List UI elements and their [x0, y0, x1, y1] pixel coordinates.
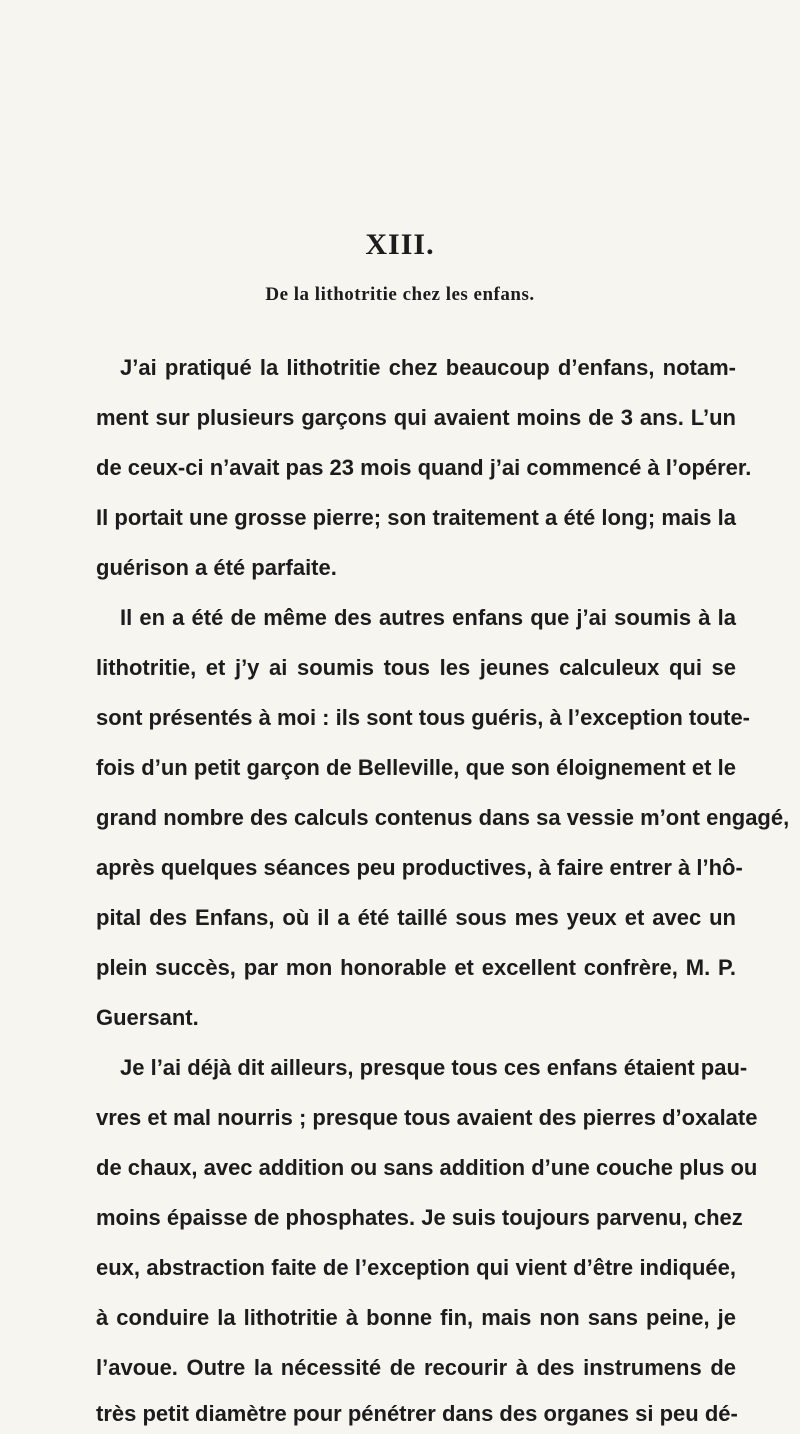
text-line: vres et mal nourris ; presque tous avaient des pierres d’oxalate: [96, 1105, 758, 1130]
text-line: après quelques séances peu productives, à faire entrer à l’hô-: [96, 855, 743, 880]
text-line: pital des Enfans, où il a été taillé sous mes yeux et avec un: [96, 905, 736, 930]
text-line: plein succès, par mon honorable et excellent confrère, M. P.: [96, 955, 736, 980]
text-line: très petit diamètre pour pénétrer dans des organes si peu dé-: [96, 1401, 738, 1426]
text-line: de ceux-ci n’avait pas 23 mois quand j’ai commencé à l’opérer.: [96, 455, 752, 480]
text-line: eux, abstraction faite de l’exception qui vient d’être indiquée,: [96, 1255, 736, 1280]
text-line: fois d’un petit garçon de Belleville, que son éloignement et le: [96, 755, 736, 780]
text-line: lithotritie, et j’y ai soumis tous les jeunes calculeux qui se: [96, 655, 736, 680]
text-line: l’avoue. Outre la nécessité de recourir à des instrumens de: [96, 1355, 736, 1380]
text-line: de chaux, avec addition ou sans addition d’une couche plus ou: [96, 1155, 758, 1180]
text-line: Guersant.: [96, 1005, 199, 1030]
text-line: grand nombre des calculs contenus dans sa vessie m’ont engagé,: [96, 805, 790, 830]
text-line: Il en a été de même des autres enfans que j’ai soumis à la: [120, 605, 736, 630]
text-line: sont présentés à moi : ils sont tous guéris, à l’exception toute-: [96, 705, 751, 730]
text-line: à conduire la lithotritie à bonne fin, mais non sans peine, je: [96, 1305, 736, 1330]
chapter-title: De la lithotritie chez les enfans.: [265, 284, 535, 305]
text-line: guérison a été parfaite.: [96, 555, 337, 580]
text-line: moins épaisse de phosphates. Je suis toujours parvenu, chez: [96, 1205, 743, 1230]
text-line: ment sur plusieurs garçons qui avaient moins de 3 ans. L’un: [96, 405, 736, 430]
text-line: Je l’ai déjà dit ailleurs, presque tous ces enfans étaient pau-: [120, 1055, 748, 1080]
chapter-number: XIII.: [365, 228, 435, 261]
text-line: J’ai pratiqué la lithotritie chez beaucoup d’enfans, notam-: [120, 355, 736, 380]
text-line: Il portait une grosse pierre; son traitement a été long; mais la: [96, 505, 736, 530]
